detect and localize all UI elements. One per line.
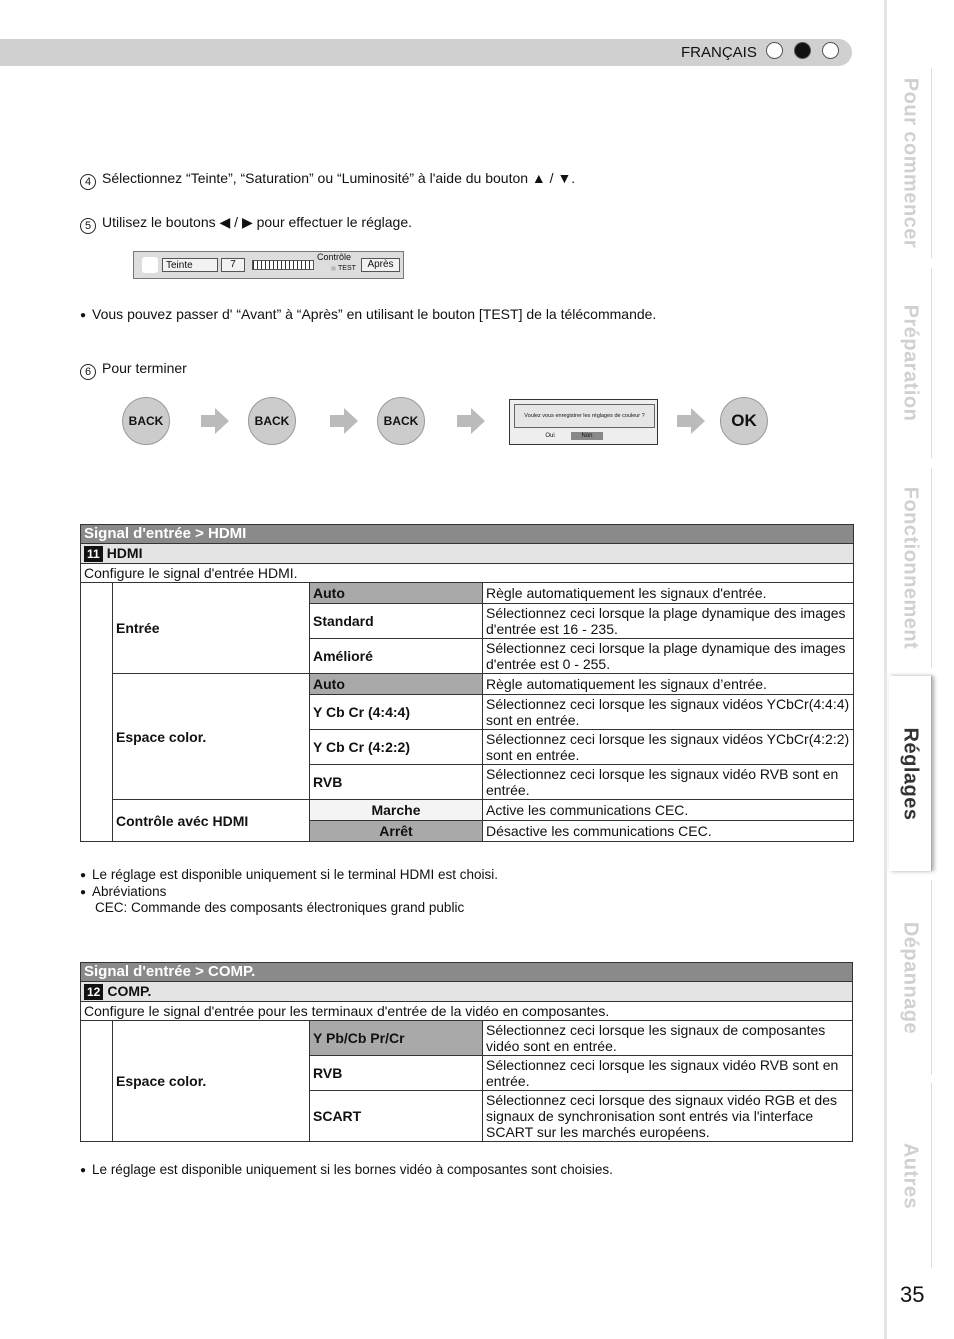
side-divider	[884, 0, 887, 1339]
arrow-right-icon	[471, 408, 485, 434]
option-desc: Active les communications CEC.	[483, 800, 854, 821]
tab-preparation[interactable]: Préparation	[889, 268, 932, 458]
option-desc: Règle automatiquement les signaux d’entrée.	[483, 674, 854, 695]
option-cell: SCART	[310, 1091, 483, 1142]
bullet-test: ● Vous pouvez passer d' “Avant” à “Après” en utilisant le bouton [TEST] de la télécommande.	[80, 306, 656, 322]
dialog-no-button[interactable]: Non	[571, 432, 603, 440]
step-6: 6 Pour terminer	[80, 360, 187, 380]
option-desc: Sélectionnez ceci lorsque les signaux vidéos YCbCr(4:4:4) sont en entrée.	[483, 695, 854, 730]
tab-fonctionnement[interactable]: Fonctionnement	[889, 468, 932, 668]
comp-espace-label: Espace color.	[113, 1021, 310, 1142]
hdmi-description: Configure le signal d'entrée HDMI.	[81, 564, 854, 583]
arrow-right-icon	[201, 415, 215, 427]
hdmi-note-3: CEC: Commande des composants électroniques grand public	[95, 900, 465, 915]
comp-subtitle: 12 COMP.	[81, 982, 853, 1002]
hdmi-subtitle: 11 HDMI	[81, 544, 854, 564]
option-cell: RVB	[310, 765, 483, 800]
osd-value: 7	[221, 258, 245, 272]
option-cell: Y Cb Cr (4:2:2)	[310, 730, 483, 765]
option-cell: Auto	[310, 583, 483, 604]
back-button-1[interactable]: BACK	[122, 397, 170, 445]
dialog-yes-button[interactable]: Oui	[545, 433, 555, 439]
step-4: 4 Sélectionnez “Teinte”, “Saturation” ou “Luminosité” à l'aide du bouton ▲ / ▼.	[80, 170, 575, 190]
page-number: 35	[900, 1282, 925, 1307]
arrow-right-icon	[677, 415, 691, 427]
option-desc: Sélectionnez ceci lorsque la plage dynamique des images d'entrée est 0 - 255.	[483, 639, 854, 674]
arrow-right-icon	[330, 415, 344, 427]
osd-control-label: Contrôle	[317, 252, 352, 262]
language-indicator-3	[822, 42, 839, 59]
tab-depannage[interactable]: Dépannage	[889, 880, 932, 1075]
option-desc: Règle automatiquement les signaux d'entrée.	[483, 583, 854, 604]
option-cell: Marche	[310, 800, 483, 821]
language-indicator-2	[794, 42, 811, 59]
step-5: 5 Utilisez le boutons ◀ / ▶ pour effectuer le réglage.	[80, 214, 412, 234]
arrow-right-icon	[457, 415, 471, 427]
osd-label: Teinte	[162, 258, 218, 272]
hdmi-indent-cell	[81, 583, 113, 842]
language-label: FRANÇAIS	[681, 44, 757, 61]
language-indicator-1	[766, 42, 783, 59]
arrow-right-icon	[344, 408, 358, 434]
back-button-2[interactable]: BACK	[248, 397, 296, 445]
comp-table	[80, 962, 853, 1142]
option-cell: Standard	[310, 604, 483, 639]
hdmi-entree-label: Entrée	[113, 583, 310, 674]
dialog-message: Voulez vous enregistrer les réglages de couleur ?	[514, 404, 655, 428]
hdmi-note-2: ● Abréviations	[80, 883, 166, 901]
test-indicator-icon	[331, 266, 336, 271]
option-desc: Sélectionnez ceci lorsque des signaux vidéo RGB et des signaux de synchronisation sont entrés via l'interface SCART sur les marchés européens.	[483, 1091, 853, 1142]
hdmi-espace-label: Espace color.	[113, 674, 310, 800]
save-dialog	[509, 399, 658, 445]
option-desc: Sélectionnez ceci lorsque la plage dynamique des images d'entrée est 16 - 235.	[483, 604, 854, 639]
comp-note: ● Le réglage est disponible uniquement si les bornes vidéo à composantes sont choisies.	[80, 1161, 613, 1179]
option-desc: Désactive les communications CEC.	[483, 821, 854, 842]
option-desc: Sélectionnez ceci lorsque les signaux vidéo RVB sont en entrée.	[483, 765, 854, 800]
comp-title: Signal d'entrée > COMP.	[81, 963, 853, 982]
hdmi-table	[80, 524, 854, 842]
option-cell: Y Cb Cr (4:4:4)	[310, 695, 483, 730]
tab-pour-commencer[interactable]: Pour commencer	[889, 68, 932, 258]
option-desc: Sélectionnez ceci lorsque les signaux vidéos YCbCr(4:2:2) sont en entrée.	[483, 730, 854, 765]
arrow-right-icon	[215, 408, 229, 434]
comp-indent-cell	[81, 1021, 113, 1142]
option-desc: Sélectionnez ceci lorsque les signaux de composantes vidéo sont en entrée.	[483, 1021, 853, 1056]
option-cell: Auto	[310, 674, 483, 695]
option-cell: Arrêt	[310, 821, 483, 842]
hdmi-controle-label: Contrôle avéc HDMI	[113, 800, 310, 842]
option-desc: Sélectionnez ceci lorsque les signaux vidéo RVB sont en entrée.	[483, 1056, 853, 1091]
osd-slider[interactable]	[252, 260, 314, 270]
osd-test-label: TEST	[338, 265, 356, 272]
hdmi-title: Signal d'entrée > HDMI	[81, 525, 854, 544]
hdmi-note-1: ● Le réglage est disponible uniquement si le terminal HDMI est choisi.	[80, 866, 498, 884]
option-cell: Amélioré	[310, 639, 483, 674]
comp-description: Configure le signal d'entrée pour les terminaux d'entrée de la vidéo en composantes.	[81, 1002, 853, 1021]
back-button-3[interactable]: BACK	[377, 397, 425, 445]
tab-autres[interactable]: Autres	[889, 1083, 932, 1268]
option-cell: RVB	[310, 1056, 483, 1091]
ok-button[interactable]: OK	[720, 397, 768, 445]
osd-after-label: Après	[361, 258, 400, 272]
osd-adjust-bar	[133, 251, 404, 279]
tab-reglages[interactable]: Réglages	[889, 676, 932, 871]
option-cell: Y Pb/Cb Pr/Cr	[310, 1021, 483, 1056]
arrow-right-icon	[691, 408, 705, 434]
cursor-icon	[142, 257, 158, 273]
